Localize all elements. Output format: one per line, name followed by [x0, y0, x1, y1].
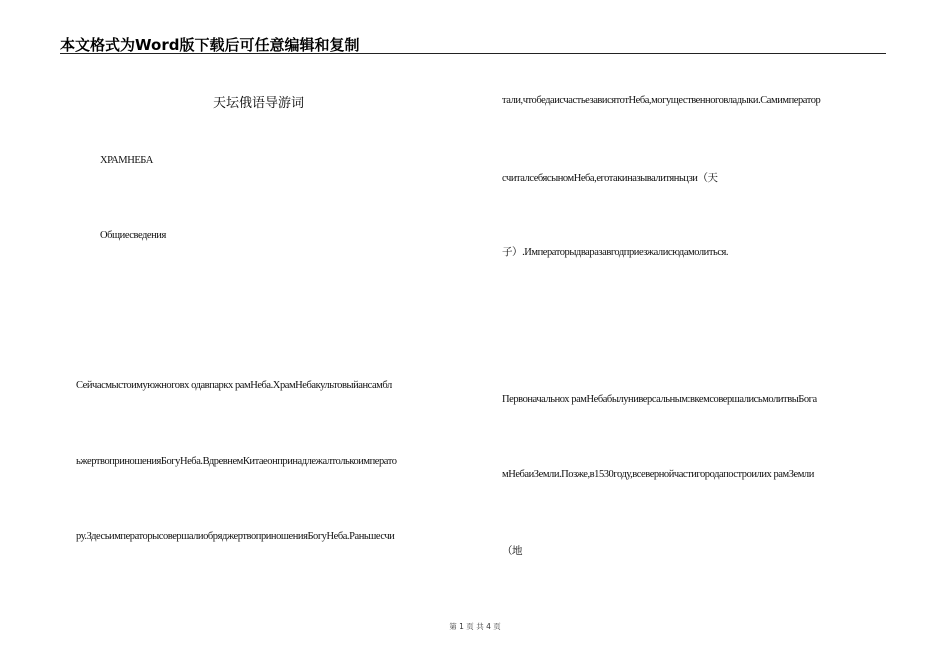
body-text-line: тали,чтобедаисчастьезависятотНеба,могущественноговладыки.Самимператор [502, 95, 821, 106]
body-text-line: Первоначальнох рамНебабылуниверсальным:вкемсовершалисьмолитвыБога [502, 394, 817, 405]
section-heading: ХРАМНЕБА [100, 155, 153, 166]
body-text-line: Сейчасмыстоимуюжноговх одавпаркх рамНеба.ХрамНебакультовыйансамбл [76, 380, 392, 391]
body-text-line: （地 [502, 546, 523, 557]
page-footer: 第 1 页 共 4 页 [449, 622, 501, 631]
body-text-line: ьжертвоприношенияБогуНеба.ВдревнемКитаеонпринадлежалтолькоимперато [76, 456, 397, 467]
body-text-line: 子）.Императорыдваразавгодприезжалисюдамолиться. [502, 247, 729, 258]
document-title: 天坛俄语导游词 [213, 96, 305, 111]
body-text-line: считалсебясыномНеба,еготакиназывалитяньцзи（天 [502, 173, 718, 184]
body-text-line: мНебаиЗемли.Позже,в1530году,всевернойчастигородапостроилих рамЗемли [502, 469, 814, 480]
header-divider [60, 53, 886, 54]
subsection-heading: Общиесведения [100, 230, 166, 241]
body-text-line: ру.ЗдесьимператорысовершалиобряджертвоприношенияБогуНеба.Раньшесчи [76, 531, 395, 542]
header-title: 本文格式为Word版下载后可任意编辑和复制 [60, 36, 360, 54]
